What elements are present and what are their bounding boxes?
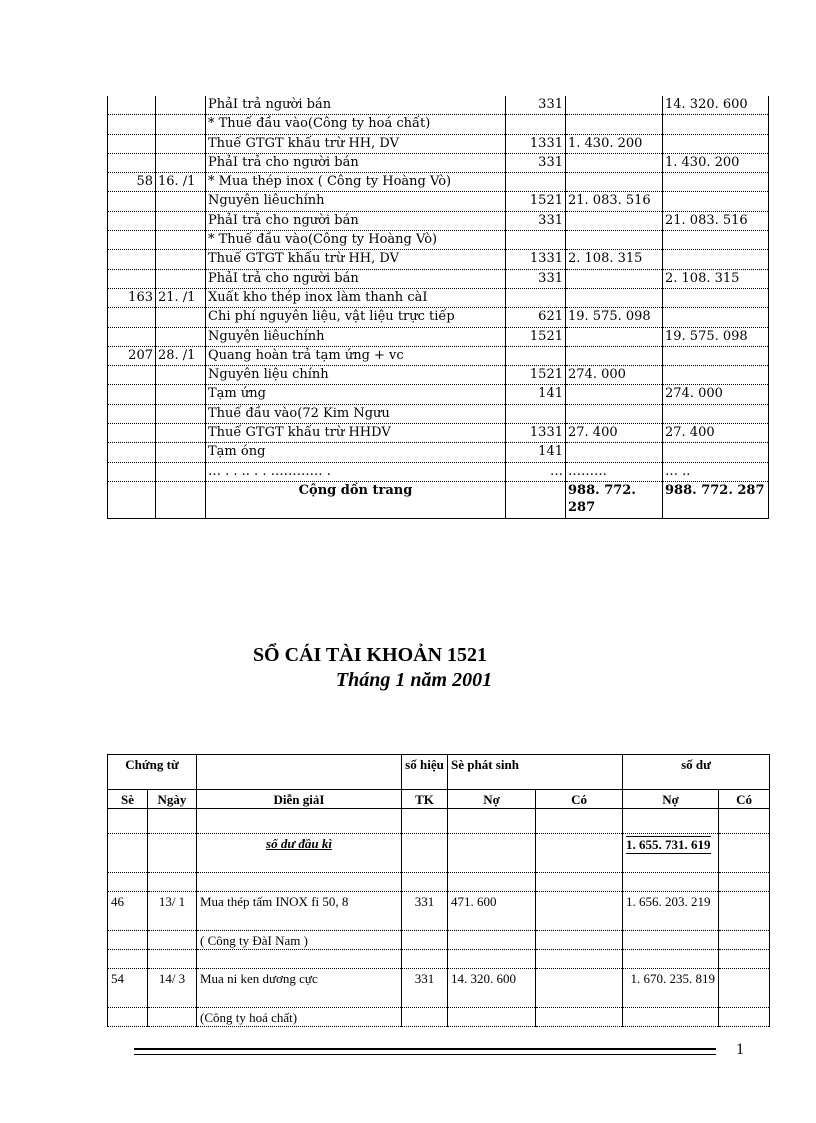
- entry-no: [108, 134, 156, 153]
- journal-row: [108, 424, 769, 443]
- credit-amount: 27. 400: [663, 424, 769, 443]
- entry-no: 54: [108, 969, 148, 1008]
- opening-label: số dư đầu kì: [266, 836, 332, 851]
- debit-amount: [566, 173, 663, 192]
- debit-amount: [566, 153, 663, 172]
- entry-desc: Mua ni ken dương cực: [197, 969, 402, 1008]
- journal-row: [108, 269, 769, 288]
- entry-tk: 331: [402, 969, 448, 1008]
- journal-row: [108, 173, 769, 192]
- entry-date: [156, 308, 206, 327]
- journal-row: [108, 211, 769, 230]
- debit-amount: [566, 443, 663, 462]
- debit-amount: [566, 96, 663, 115]
- total-blank: [108, 481, 156, 518]
- entry-desc: * Thuế đầu vào(Công ty Hoàng Vò): [206, 231, 506, 250]
- header-blank: [197, 755, 402, 790]
- entry-no: [108, 308, 156, 327]
- entry-date: [156, 327, 206, 346]
- account-code: [506, 288, 566, 307]
- entry-date: [156, 269, 206, 288]
- ledger-entry-note-row: [108, 931, 770, 950]
- entry-date: [156, 424, 206, 443]
- account-code: …: [506, 462, 566, 481]
- journal-row: [108, 288, 769, 307]
- account-code: 1521: [506, 327, 566, 346]
- entry-desc: Nguyên liêuchính: [206, 327, 506, 346]
- journal-row: [108, 366, 769, 385]
- header-credit: Có: [536, 790, 623, 809]
- account-code: [506, 231, 566, 250]
- entry-no: [108, 231, 156, 250]
- entry-no: [108, 424, 156, 443]
- journal-row: [108, 462, 769, 481]
- entry-date: 21. /1: [156, 288, 206, 307]
- entry-desc: Thuế GTGT khấu trừ HH, DV: [206, 250, 506, 269]
- debit-amount: 27. 400: [566, 424, 663, 443]
- entry-date: [156, 404, 206, 423]
- entry-date: 16. /1: [156, 173, 206, 192]
- entry-desc: Thuế GTGT khấu trừ HH, DV: [206, 134, 506, 153]
- header-tk: TK: [402, 790, 448, 809]
- debit-amount: [566, 404, 663, 423]
- account-code: 331: [506, 211, 566, 230]
- debit-amount: [566, 211, 663, 230]
- debit-amount: 2. 108. 315: [566, 250, 663, 269]
- journal-row: [108, 443, 769, 462]
- debit-amount: 274. 000: [566, 366, 663, 385]
- journal-row: [108, 96, 769, 115]
- header-account-no: số hiệu: [402, 755, 448, 790]
- ledger-header-row-1: [108, 755, 770, 790]
- entry-date: [156, 385, 206, 404]
- journal-row: [108, 115, 769, 134]
- credit-amount: 14. 320. 600: [663, 96, 769, 115]
- entry-desc: … . . .. . . ………… .: [206, 462, 506, 481]
- account-code: 1331: [506, 424, 566, 443]
- header-bal-debit: Nợ: [623, 790, 719, 809]
- ledger-entry-row: [108, 969, 770, 1008]
- journal-row: [108, 231, 769, 250]
- ledger-header-row-2: [108, 790, 770, 809]
- entry-date: [156, 443, 206, 462]
- footer-rule: [134, 1048, 716, 1050]
- debit-amount: [566, 231, 663, 250]
- account-code: 621: [506, 308, 566, 327]
- header-arising: Sè phát sinh: [448, 755, 623, 790]
- entry-credit: [536, 969, 623, 1008]
- debit-amount: [566, 385, 663, 404]
- ledger-title: SỔ CÁI TÀI KHOẢN 1521: [252, 644, 488, 666]
- credit-amount: [663, 308, 769, 327]
- journal-body: [108, 96, 769, 518]
- journal-row: [108, 385, 769, 404]
- opening-balance: 1. 655. 731. 619: [626, 837, 711, 852]
- total-blank: [156, 481, 206, 518]
- entry-desc: PhảI trả cho người bán: [206, 153, 506, 172]
- header-date: Ngày: [148, 790, 197, 809]
- entry-date: [156, 231, 206, 250]
- entry-note: ( Công ty ĐàI Nam ): [197, 931, 402, 950]
- entry-desc: Mua thép tấm INOX fi 50, 8: [197, 892, 402, 931]
- entry-no: [108, 153, 156, 172]
- journal-row: [108, 250, 769, 269]
- account-code: 1521: [506, 192, 566, 211]
- header-bal-credit: Có: [719, 790, 770, 809]
- account-code: [506, 115, 566, 134]
- account-code: 141: [506, 385, 566, 404]
- header-no: Sè: [108, 790, 148, 809]
- entry-desc: Xuất kho thép inox làm thanh càI: [206, 288, 506, 307]
- debit-amount: ………: [566, 462, 663, 481]
- debit-amount: [566, 288, 663, 307]
- account-code: 141: [506, 443, 566, 462]
- header-debit: Nợ: [448, 790, 536, 809]
- journal-row: [108, 153, 769, 172]
- entry-no: 58: [108, 173, 156, 192]
- entry-date: [156, 462, 206, 481]
- credit-amount: 1. 430. 200: [663, 153, 769, 172]
- footer-rule-thin: [134, 1054, 716, 1055]
- entry-balance: 1. 656. 203. 219: [623, 892, 719, 931]
- opening-balance-row: [108, 834, 770, 873]
- entry-no: [108, 211, 156, 230]
- entry-credit: [536, 892, 623, 931]
- ledger-table: [107, 754, 770, 1027]
- entry-note: (Công ty hoá chất): [197, 1008, 402, 1027]
- debit-amount: [566, 115, 663, 134]
- entry-no: [108, 327, 156, 346]
- entry-date: [156, 115, 206, 134]
- journal-row: [108, 134, 769, 153]
- debit-amount: 1. 430. 200: [566, 134, 663, 153]
- entry-desc: PhảI trả cho người bán: [206, 269, 506, 288]
- account-code: 1521: [506, 366, 566, 385]
- entry-desc: Nguyên liêuchính: [206, 192, 506, 211]
- debit-amount: [566, 346, 663, 365]
- journal-row: [108, 346, 769, 365]
- entry-desc: Nguyên liệu chính: [206, 366, 506, 385]
- entry-desc: Thuế đầu vào(72 Kim Ngưu: [206, 404, 506, 423]
- debit-amount: 19. 575. 098: [566, 308, 663, 327]
- entry-no: [108, 385, 156, 404]
- entry-date: 13/ 1: [148, 892, 197, 931]
- total-label: Cộng dồn trang: [206, 481, 506, 518]
- entry-desc: Tạm óng: [206, 443, 506, 462]
- credit-amount: [663, 173, 769, 192]
- entry-desc: Thuế GTGT khấu trừ HHDV: [206, 424, 506, 443]
- account-code: 331: [506, 269, 566, 288]
- entry-desc: * Mua thép inox ( Công ty Hoàng Vò): [206, 173, 506, 192]
- credit-amount: 19. 575. 098: [663, 327, 769, 346]
- account-code: [506, 404, 566, 423]
- entry-debit: 14. 320. 600: [448, 969, 536, 1008]
- credit-amount: [663, 250, 769, 269]
- ledger-entry-note-row: [108, 1008, 770, 1027]
- entry-no: [108, 192, 156, 211]
- debit-amount: 21. 083. 516: [566, 192, 663, 211]
- entry-no: [108, 269, 156, 288]
- credit-amount: [663, 366, 769, 385]
- entry-date: [156, 192, 206, 211]
- debit-amount: [566, 327, 663, 346]
- entry-tk: 331: [402, 892, 448, 931]
- credit-amount: [663, 346, 769, 365]
- entry-date: 14/ 3: [148, 969, 197, 1008]
- entry-no: 207: [108, 346, 156, 365]
- entry-desc: * Thuế đầu vào(Công ty hoá chất): [206, 115, 506, 134]
- journal-row: [108, 404, 769, 423]
- entry-no: [108, 443, 156, 462]
- entry-date: [156, 211, 206, 230]
- credit-amount: [663, 443, 769, 462]
- credit-amount: 21. 083. 516: [663, 211, 769, 230]
- entry-date: [156, 134, 206, 153]
- journal-total-row: [108, 481, 769, 518]
- journal-row: [108, 192, 769, 211]
- entry-date: 28. /1: [156, 346, 206, 365]
- entry-desc: Quang hoàn trả tạm ứng + vc: [206, 346, 506, 365]
- account-code: 1331: [506, 250, 566, 269]
- entry-no: [108, 250, 156, 269]
- entry-date: [156, 250, 206, 269]
- entry-date: [156, 366, 206, 385]
- credit-amount: 2. 108. 315: [663, 269, 769, 288]
- journal-table: [107, 96, 769, 519]
- page-number: 1: [736, 1041, 744, 1058]
- account-code: 331: [506, 153, 566, 172]
- entry-desc: PhảI trả cho người bán: [206, 211, 506, 230]
- account-code: 331: [506, 96, 566, 115]
- header-voucher: Chứng từ: [108, 755, 197, 790]
- entry-no: [108, 96, 156, 115]
- entry-no: 163: [108, 288, 156, 307]
- entry-no: [108, 115, 156, 134]
- credit-amount: [663, 192, 769, 211]
- credit-amount: [663, 288, 769, 307]
- journal-row: [108, 308, 769, 327]
- entry-desc: Chi phí nguyên liệu, vật liệu trực tiếp: [206, 308, 506, 327]
- total-debit: 988. 772. 287: [566, 481, 663, 518]
- entry-balance: 1. 670. 235. 819: [623, 969, 719, 1008]
- credit-amount: [663, 134, 769, 153]
- header-desc: Diễn giảI: [197, 790, 402, 809]
- credit-amount: [663, 404, 769, 423]
- ledger-entry-row: [108, 892, 770, 931]
- journal-row: [108, 327, 769, 346]
- credit-amount: 274. 000: [663, 385, 769, 404]
- ledger-subtitle: Tháng 1 năm 2001: [335, 669, 493, 691]
- entry-no: [108, 462, 156, 481]
- credit-amount: [663, 231, 769, 250]
- entry-debit: 471. 600: [448, 892, 536, 931]
- entry-desc: PhảI trả người bán: [206, 96, 506, 115]
- entry-desc: Tạm ứng: [206, 385, 506, 404]
- account-code: 1331: [506, 134, 566, 153]
- total-credit: 988. 772. 287: [663, 481, 769, 518]
- account-code: [506, 173, 566, 192]
- entry-date: [156, 153, 206, 172]
- credit-amount: … ..: [663, 462, 769, 481]
- total-blank: [506, 481, 566, 518]
- credit-amount: [663, 115, 769, 134]
- entry-no: [108, 366, 156, 385]
- account-code: [506, 346, 566, 365]
- entry-no: 46: [108, 892, 148, 931]
- entry-date: [156, 96, 206, 115]
- entry-no: [108, 404, 156, 423]
- debit-amount: [566, 269, 663, 288]
- header-balance: số dư: [623, 755, 770, 790]
